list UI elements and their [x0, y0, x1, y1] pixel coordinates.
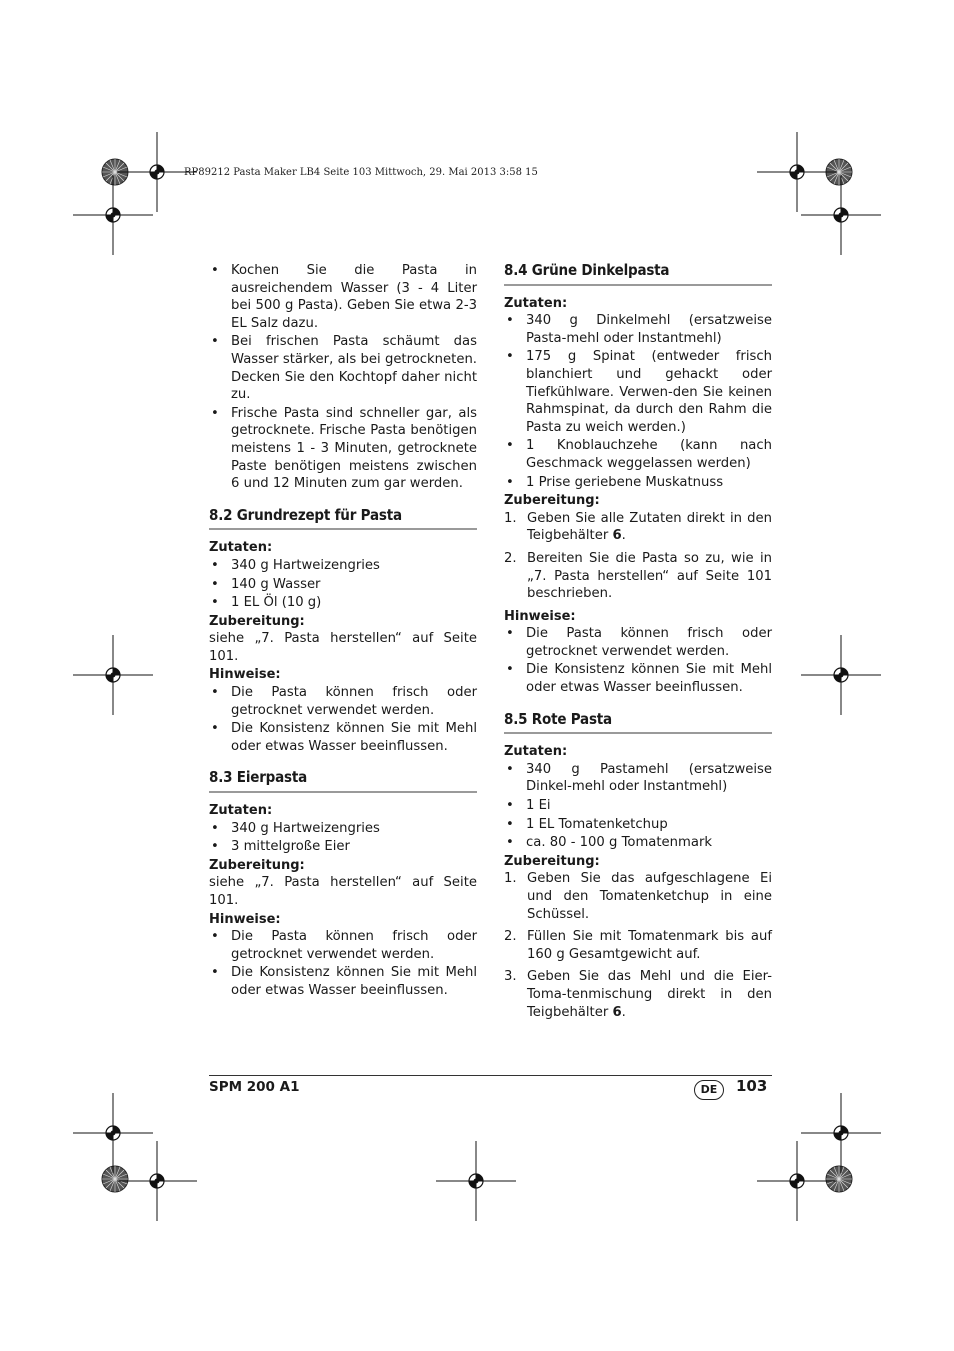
steps-list: [504, 870, 772, 1021]
step-number: 1.: [504, 510, 517, 526]
list-item: • 340 g Pastamehl (ersatzweise Dinkel-mehl oder Instantmehl): [504, 761, 772, 796]
registration-crosshair: [436, 1141, 516, 1221]
list-item: • Die Konsistenz können Sie mit Mehl oder etwas Wasser beeinflussen.: [504, 661, 772, 696]
registration-crosshair: [801, 1093, 881, 1173]
ingredient-list: [209, 557, 477, 612]
footer-rule: [209, 1075, 772, 1076]
section-heading-8-2: 8.2 Grundrezept für Pasta: [209, 507, 477, 531]
list-item: • 175 g Spinat (entweder frisch blanchiert und gehackt oder Tiefkühlware. Verwen-den Sie keinen Rahmspinat, da durch den Rahm die Pasta zu weich werden.): [504, 348, 772, 436]
step-text: Füllen Sie mit Tomatenmark bis auf 160 g Gesamtgewicht auf.: [527, 929, 772, 962]
left-column: [209, 262, 477, 1001]
step-number: 1.: [504, 871, 517, 887]
registration-crosshair: [73, 1093, 153, 1173]
step-text: Geben Sie das Mehl und die Eier-Toma-tenmischung direkt in den Teigbehälter: [527, 969, 772, 1020]
ingredient-list: [209, 820, 477, 856]
zubereitung-text: siehe „7. Pasta herstellen“ auf Seite 101.: [209, 631, 477, 664]
list-item: • ca. 80 - 100 g Tomatenmark: [504, 834, 772, 852]
registration-crosshair: [73, 175, 153, 255]
zutaten-label: Zutaten:: [209, 803, 273, 819]
zutaten-label: Zutaten:: [504, 295, 568, 311]
list-item: • 3 mittelgroße Eier: [209, 838, 477, 856]
list-item: • Kochen Sie die Pasta in ausreichendem Wasser (3 - 4 Liter bei 500 g Pasta). Geben Sie etwa 2-3 EL Salz dazu.: [209, 262, 477, 332]
part-reference: 6: [612, 1004, 622, 1020]
hinweise-label: Hinweise:: [504, 608, 576, 624]
list-item: • 340 g Hartweizengries: [209, 557, 477, 575]
registration-crosshair: [757, 1141, 837, 1221]
notes-list: [209, 684, 477, 755]
language-badge: DE: [694, 1080, 724, 1100]
list-item: • Bei frischen Pasta schäumt das Wasser stärker, als bei getrockneten. Decken Sie den Kochtopf daher nicht zu.: [209, 333, 477, 403]
intro-bullet-list: [209, 262, 477, 493]
step-item: [504, 968, 772, 1021]
registration-crosshair: [757, 132, 837, 212]
zubereitung-label: Zubereitung:: [209, 613, 305, 629]
hinweise-label: Hinweise:: [209, 911, 281, 927]
list-item: • 1 Prise geriebene Muskatnuss: [504, 474, 772, 492]
right-column: [504, 262, 772, 1026]
registration-crosshair: [801, 635, 881, 715]
hinweise-label: Hinweise:: [209, 667, 281, 683]
zubereitung-label: Zubereitung:: [209, 857, 305, 873]
list-item: • 1 EL Tomatenketchup: [504, 816, 772, 834]
list-item: • Die Pasta können frisch oder getrocknet verwendet werden.: [209, 928, 477, 963]
steps-list: [504, 510, 772, 603]
list-item: • Die Pasta können frisch oder getrocknet verwendet werden.: [504, 625, 772, 660]
ingredient-list: [504, 312, 772, 491]
step-item: [504, 928, 772, 963]
zutaten-label: Zutaten:: [504, 744, 568, 760]
section-heading-8-4: 8.4 Grüne Dinkelpasta: [504, 262, 772, 286]
ingredient-list: [504, 761, 772, 852]
list-item: • Die Konsistenz können Sie mit Mehl oder etwas Wasser beeinflussen.: [209, 964, 477, 999]
registration-rosette: [102, 1166, 128, 1192]
model-number: SPM 200 A1: [209, 1079, 300, 1095]
list-item: • 140 g Wasser: [209, 576, 477, 594]
zubereitung-label: Zubereitung:: [504, 853, 600, 869]
zutaten-label: Zutaten:: [209, 540, 273, 556]
list-item: • 340 g Dinkelmehl (ersatzweise Pasta-mehl oder Instantmehl): [504, 312, 772, 347]
section-heading-8-5: 8.5 Rote Pasta: [504, 711, 772, 735]
zubereitung-label: Zubereitung:: [504, 493, 600, 509]
list-item: • 1 Ei: [504, 797, 772, 815]
notes-list: [504, 625, 772, 696]
step-number: 2.: [504, 929, 517, 945]
step-item: [504, 870, 772, 923]
zubereitung-text: siehe „7. Pasta herstellen“ auf Seite 101.: [209, 875, 477, 908]
list-item: • 340 g Hartweizengries: [209, 820, 477, 838]
step-text: Geben Sie alle Zutaten direkt in den Teigbehälter: [527, 510, 772, 544]
notes-list: [209, 928, 477, 999]
step-number: 3.: [504, 969, 517, 985]
registration-rosette: [826, 1166, 852, 1192]
part-reference: 6: [612, 528, 622, 544]
registration-crosshair: [73, 635, 153, 715]
step-number: 2.: [504, 550, 517, 566]
step-end: .: [621, 1004, 626, 1020]
step-text: Geben Sie das aufgeschlagene Ei und den Tomatenketchup in eine Schüssel.: [527, 871, 772, 922]
step-end: .: [621, 528, 626, 544]
list-item: • Die Konsistenz können Sie mit Mehl oder etwas Wasser beeinflussen.: [209, 720, 477, 755]
list-item: • Die Pasta können frisch oder getrocknet verwendet werden.: [209, 684, 477, 719]
step-item: [504, 510, 772, 545]
print-info-line: RP89212 Pasta Maker LB4 Seite 103 Mittwoch, 29. Mai 2013 3:58 15: [184, 167, 538, 178]
step-item: [504, 550, 772, 603]
list-item: • 1 EL Öl (10 g): [209, 594, 477, 612]
registration-crosshair: [801, 175, 881, 255]
registration-crosshair: [117, 1141, 197, 1221]
list-item: • Frische Pasta sind schneller gar, als getrocknete. Frische Pasta benötigen meistens 1 - 3 Minuten, getrocknete Paste benötigen meistens zwischen 6 und 12 Minuten zum gar werden.: [209, 405, 477, 493]
list-item: • 1 Knoblauchzehe (kann nach Geschmack weggelassen werden): [504, 437, 772, 472]
page-number: 103: [736, 1077, 768, 1095]
section-heading-8-3: 8.3 Eierpasta: [209, 769, 477, 793]
step-text: Bereiten Sie die Pasta so zu, wie in „7. Pasta herstellen“ auf Seite 101 beschrieben.: [527, 550, 772, 602]
